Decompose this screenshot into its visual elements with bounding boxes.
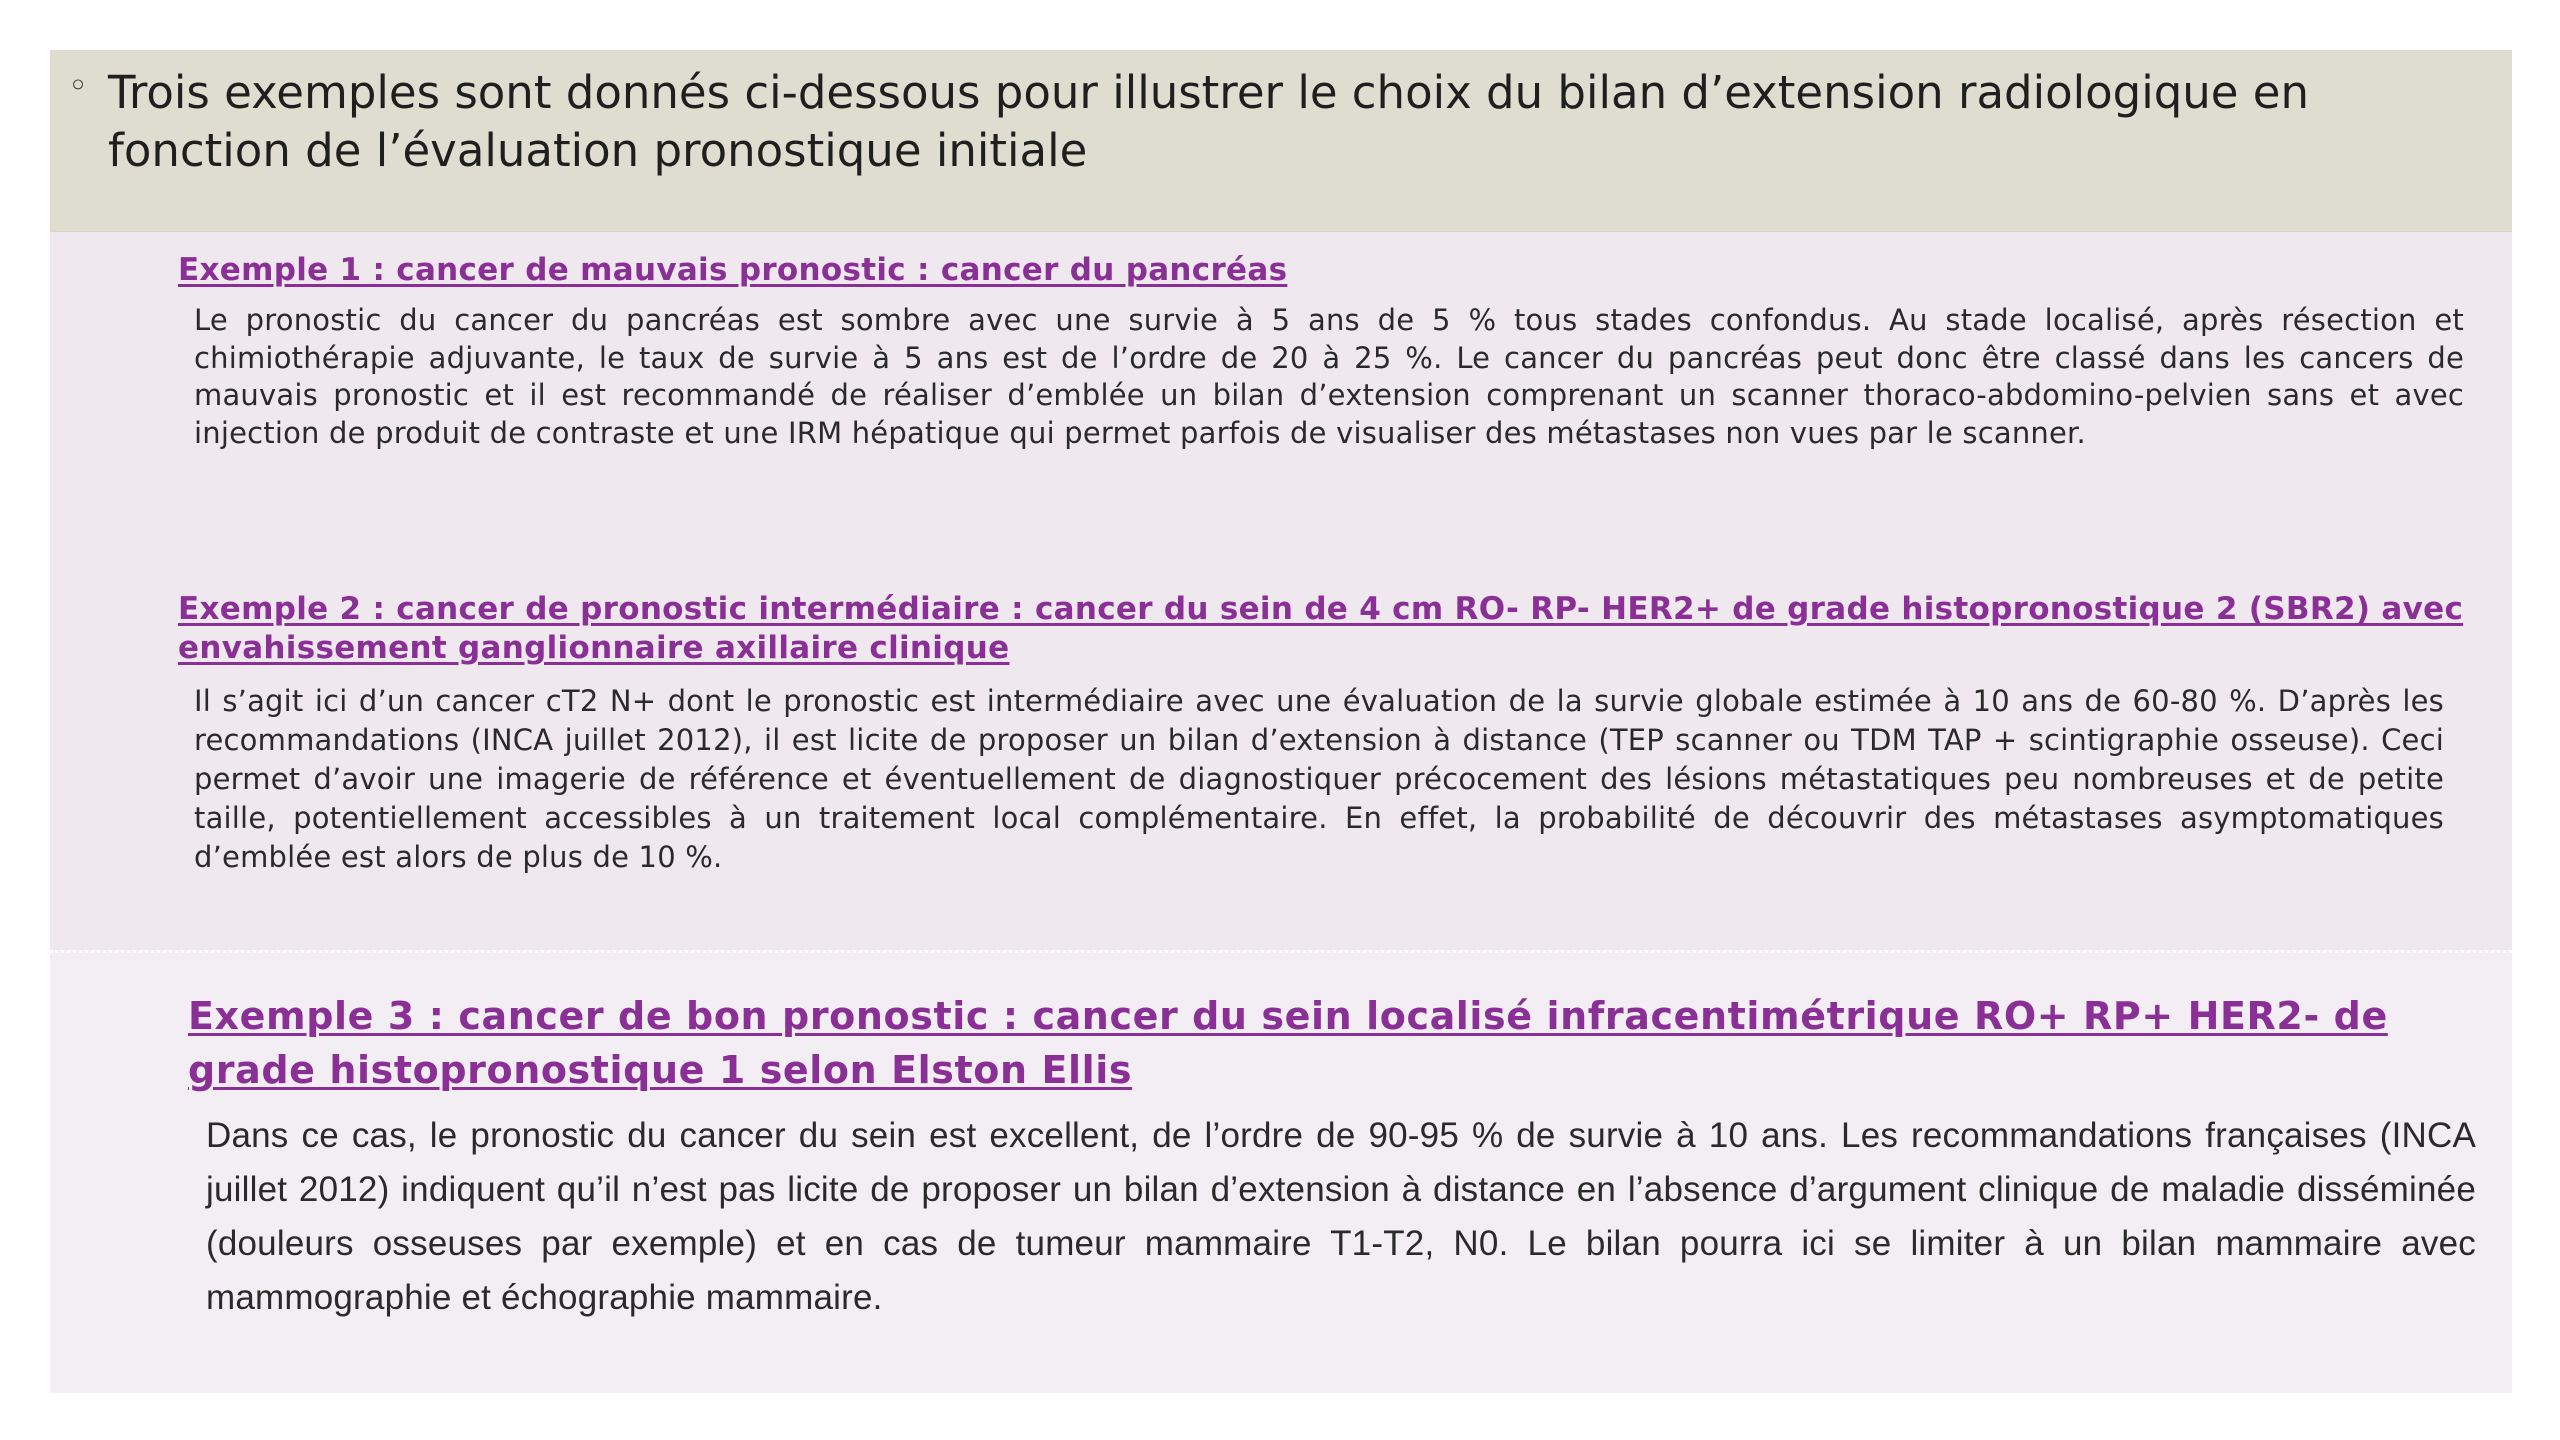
example-1-body: Le pronostic du cancer du pancréas est sombre avec une survie à 5 ans de 5 % tous stades confondus. Au stade localisé, après résection et chimiothérapie adjuvante, le taux de survie à 5 ans est de l’ordre de 20 à 25 %. Le cancer du pancréas peut donc être classé dans les cancers de mauvais pronostic et il est recommandé de réaliser d’emblée un bilan d’extension comprenant un scanner thoraco-abdomino-pelvien sans et avec injection de produit de contraste et une IRM hépatique qui permet parfois de visualiser des métastases non vues par le scanner. xyxy=(194,303,2464,450)
example-1-panel xyxy=(50,232,2512,592)
example-3-panel xyxy=(50,950,2512,1393)
bullet-icon: ◦ xyxy=(68,66,89,106)
example-1-title: Exemple 1 : cancer de mauvais pronostic : cancer du pancréas xyxy=(178,252,1288,288)
intro-text: Trois exemples sont donnés ci-dessous pour illustrer le choix du bilan d’extension radiologique en fonction de l’évaluation pronostique initiale xyxy=(108,66,2310,177)
example-2-body: Il s’agit ici d’un cancer cT2 N+ dont le pronostic est intermédiaire avec une évaluation de la survie globale estimée à 10 ans de 60-80 %. D’après les recommandations (INCA juillet 2012), il est licite de proposer un bilan d’extension à distance (TEP scanner ou TDM TAP + scintigraphie osseuse). Ceci permet d’avoir une imagerie de référence et éventuellement de diagnostiquer précocement des lésions métastatiques peu nombreuses et de petite taille, potentiellement accessibles à un traitement local complémentaire. En effet, la probabilité de découvrir des métastases asymptomatiques d’emblée est alors de plus de 10 %. xyxy=(194,684,2444,874)
slide xyxy=(50,50,2512,1390)
example-2-title: Exemple 2 : cancer de pronostic intermédiaire : cancer du sein de 4 cm RO- RP- HER2+ de grade histopronostique 2 (SBR2) avec envahissement ganglionnaire axillaire clinique xyxy=(178,591,2464,666)
example-3-title: Exemple 3 : cancer de bon pronostic : cancer du sein localisé infracentimétrique RO+ RP+ HER2- de grade histopronostique 1 selon Elston Ellis xyxy=(188,994,2388,1092)
example-2-panel xyxy=(50,572,2512,952)
example-3-body: Dans ce cas, le pronostic du cancer du sein est excellent, de l’ordre de 90-95 % de survie à 10 ans. Les recommandations françaises (INCA juillet 2012) indiquent qu’il n’est pas licite de proposer un bilan d’extension à distance en l’absence d’argument clinique de maladie disséminée (douleurs osseuses par exemple) et en cas de tumeur mammaire T1-T2, N0. Le bilan pourra ici se limiter à un bilan mammaire avec mammographie et échographie mammaire. xyxy=(206,1116,2476,1317)
intro-block xyxy=(50,50,2512,231)
